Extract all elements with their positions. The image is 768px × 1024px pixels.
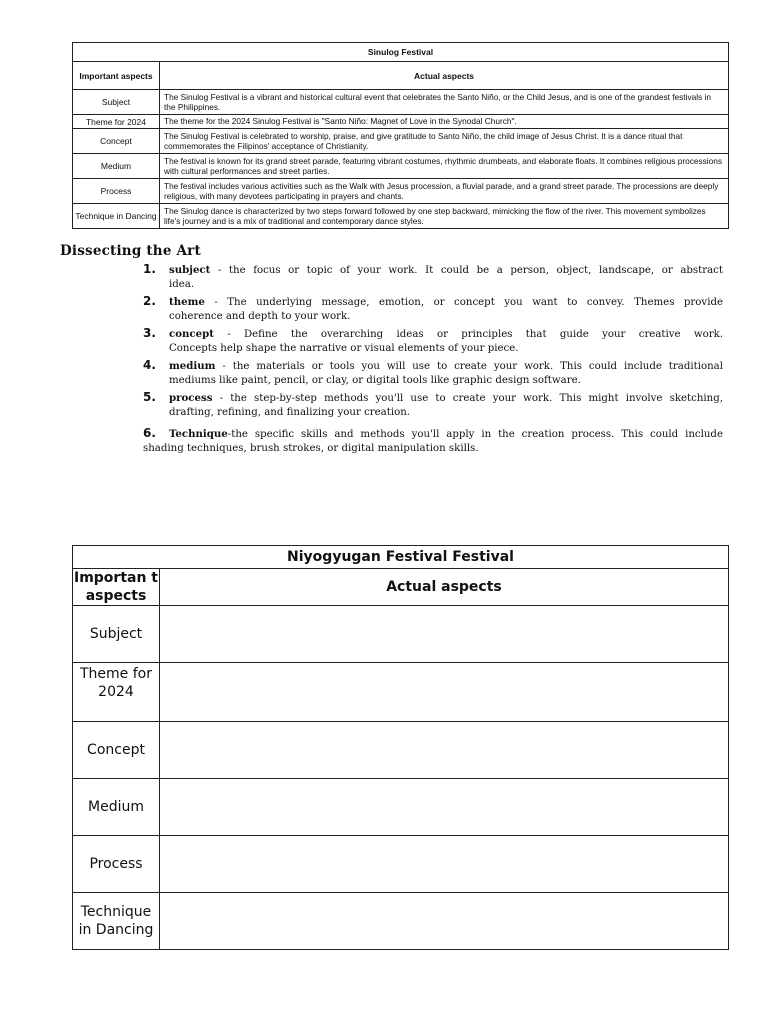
table-row [73,779,729,836]
answer-cell[interactable] [160,779,729,836]
aspect-label: Process [73,836,160,893]
item-term: theme [169,296,205,308]
aspect-label: Concept [73,722,160,779]
aspect-text: The Sinulog Festival is celebrated to worship, praise, and give gratitude to Santo Niño, the child image of Jesus Christ. It is a dance ritual that commemorates the Filipinos' acceptance of Christianity. [160,129,729,154]
item-text: -the specific skills and methods you'll apply in the creation process. This could include [227,429,723,440]
list-item [143,391,723,419]
niyogyugan-table-title: Niyogyugan Festival Festival [73,546,729,569]
aspect-label: Theme for 2024 [73,115,160,129]
table-row [73,179,729,204]
answer-cell[interactable] [160,722,729,779]
aspect-label: Technique in Dancing [73,204,160,229]
aspect-text: The Sinulog Festival is a vibrant and historical cultural event that celebrates the Santo Niño, or the Child Jesus, and is one of the grandest festivals in the Philippines. [160,90,729,115]
item-text-cont: Concepts help shape the narrative or visual elements of your piece. [169,342,519,354]
item-text: - the step-by-step methods you'll use to create your work. This might involve sketching, [212,393,723,404]
item-text-cont: shading techniques, brush strokes, or digital manipulation skills. [143,442,479,454]
answer-cell[interactable] [160,836,729,893]
item-term: Technique [169,428,228,440]
item-text-cont: mediums like paint, pencil, or clay, or digital tools like graphic design software. [169,374,581,386]
sinulog-table [72,42,729,229]
item-number: 6. [143,426,156,440]
table-row [73,90,729,115]
answer-cell[interactable] [160,893,729,950]
list-item [143,427,723,455]
item-term: medium [169,360,216,372]
aspect-label: Subject [73,606,160,663]
table-row [73,204,729,229]
niyogyugan-table [72,545,729,950]
answer-cell[interactable] [160,663,729,722]
aspect-label: Subject [73,90,160,115]
aspect-label: Process [73,179,160,204]
aspect-label: Concept [73,129,160,154]
aspect-label: Medium [73,779,160,836]
item-number: 4. [143,358,156,372]
sinulog-col-actual-header: Actual aspects [160,62,729,90]
item-term: subject [169,264,211,276]
niyogyugan-col-actual-header: Actual aspects [160,569,729,606]
item-text: - Define the overarching ideas or principles that guide your creative work. [213,329,723,340]
item-number: 2. [143,294,156,308]
item-text: - the materials or tools you will use to create your work. This could include traditional [215,361,723,372]
sinulog-table-title: Sinulog Festival [73,43,729,62]
dissecting-title: Dissecting the Art [60,243,201,259]
table-row [73,115,729,129]
item-number: 3. [143,326,156,340]
table-row [73,722,729,779]
list-item [143,263,723,291]
table-row [73,606,729,663]
aspect-label: Medium [73,154,160,179]
item-term: concept [169,328,214,340]
table-row [73,129,729,154]
item-term: process [169,392,213,404]
aspect-text: The theme for the 2024 Sinulog Festival is "Santo Niño: Magnet of Love in the Synodal Church". [160,115,729,129]
table-row [73,836,729,893]
aspect-text: The Sinulog dance is characterized by two steps forward followed by one step backward, mimicking the flow of the river. This movement symbolizes life's journey and is a mix of traditional and contemporary dance styles. [160,204,729,229]
item-text: - the focus or topic of your work. It could be a person, object, landscape, or abstract [210,265,723,276]
aspect-label: Theme for 2024 [73,663,160,722]
item-number: 5. [143,390,156,404]
niyogyugan-col-aspects-header: Importan t aspects [73,570,158,604]
aspect-label: Technique in Dancing [73,893,160,950]
answer-cell[interactable] [160,606,729,663]
table-row [73,154,729,179]
item-number: 1. [143,262,156,276]
item-text-cont: idea. [169,278,195,290]
table-row [73,663,729,722]
sinulog-col-aspects-header: Important aspects [73,62,160,90]
item-text-cont: drafting, refining, and finalizing your creation. [169,406,411,418]
aspect-text: The festival is known for its grand street parade, featuring vibrant costumes, rhythmic drumbeats, and elaborate floats. It combines religious processions with cultural performances and street parties. [160,154,729,179]
item-text-cont: coherence and depth to your work. [169,310,351,322]
list-item [143,295,723,323]
list-item [143,327,723,355]
list-item [143,359,723,387]
aspect-text: The festival includes various activities such as the Walk with Jesus procession, a fluvial parade, and a grand street parade. The processions are deeply religious, with many devotees participating in prayers and chants. [160,179,729,204]
table-row [73,893,729,950]
item-text: - The underlying message, emotion, or concept you want to convey. Themes provide [204,297,723,308]
